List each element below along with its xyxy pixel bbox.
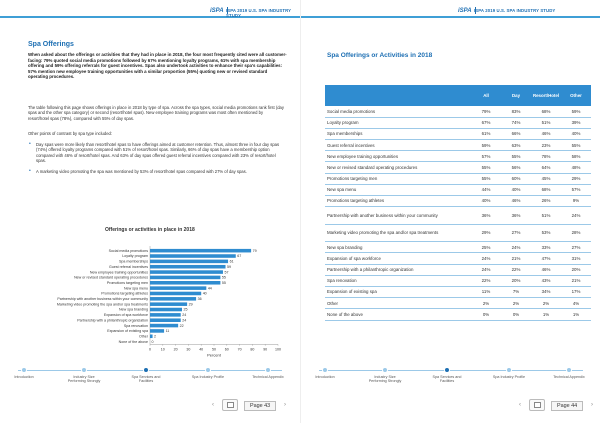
row-value: 59%: [561, 106, 591, 117]
row-value: 25%: [471, 242, 501, 253]
bullet-item: • A marketing video promoting the spa was mentioned by 53% of resort/hotel spas compared with 27% of day spas.: [28, 169, 284, 174]
row-value: 36%: [471, 207, 501, 225]
nav-dot[interactable]: [566, 367, 572, 373]
row-label: New employee training opportunities: [325, 151, 471, 162]
row-value: 0%: [501, 309, 531, 320]
data-label: 25: [183, 307, 188, 312]
book-icon: [534, 402, 541, 408]
contents-button[interactable]: [529, 399, 545, 411]
row-value: 57%: [561, 184, 591, 195]
row-value: 55%: [561, 140, 591, 151]
row-value: 63%: [501, 140, 531, 151]
row-value: 7%: [501, 286, 531, 297]
data-label: 22: [179, 323, 184, 328]
category-label: Promotions targeting men: [106, 280, 148, 285]
bar: [150, 335, 153, 339]
category-label: Marketing video promoting the spa and/or spa treatments: [56, 302, 148, 307]
row-value: 39%: [561, 117, 591, 128]
section-nav: [0, 362, 300, 392]
page-44: [300, 0, 600, 423]
nav-dot[interactable]: [506, 367, 512, 373]
row-value: 66%: [501, 128, 531, 139]
row-value: 0%: [471, 309, 501, 320]
book-icon: [227, 402, 234, 408]
row-value: 59%: [471, 140, 501, 151]
section-nav: [301, 362, 600, 392]
row-value: 21%: [561, 275, 591, 286]
lead-paragraph: When asked about the offerings or activities that they had in place in 2018, the four most frequently cited were all customer-facing: 79% quoted social media promotions followed by 67% mentioning loyalty programs, 61% with spa membership offering and 59% offering referrals for guest incentives. Spas also undertook activities to enhance their spa's capabilities: 57% mention new employee training opportunities with a similar proportion (55%) quoting new or revised standard operating procedures.: [28, 52, 287, 80]
row-value: 20%: [561, 264, 591, 275]
table-row: [325, 286, 591, 297]
data-label: 2: [154, 334, 157, 339]
ispa-logo: iSPA: [210, 7, 231, 14]
row-label: None of the above: [325, 309, 471, 320]
nav-dot[interactable]: [444, 367, 450, 373]
x-tick-label: 100: [275, 347, 281, 352]
category-label: New or revised standard operating procedures: [74, 275, 148, 280]
row-value: 58%: [561, 151, 591, 162]
row-value: 24%: [471, 264, 501, 275]
row-label: Loyalty program: [325, 117, 471, 128]
row-value: 34%: [531, 286, 561, 297]
prev-page-icon[interactable]: ‹: [212, 402, 214, 408]
nav-item-label[interactable]: Spa Industry Profile: [492, 375, 526, 379]
bar: [150, 329, 164, 333]
offerings-table: [325, 85, 591, 321]
row-value: 64%: [531, 162, 561, 173]
bar: [150, 292, 201, 296]
bar: [150, 324, 178, 328]
bar: [150, 313, 181, 317]
column-header: Resort/Hotel: [531, 85, 561, 106]
nav-dot[interactable]: [81, 367, 87, 373]
row-value: 68%: [531, 106, 561, 117]
table-row: [325, 253, 591, 264]
nav-item-label[interactable]: Introduction: [315, 375, 335, 379]
row-value: 45%: [531, 173, 561, 184]
table-row: [325, 151, 591, 162]
row-value: 55%: [471, 162, 501, 173]
row-value: 40%: [561, 128, 591, 139]
table-row: [325, 106, 591, 117]
nav-item-label[interactable]: Spa Services and Facilities: [131, 375, 161, 384]
row-label: Partnership with a philanthropic organization: [325, 264, 471, 275]
nav-item-label[interactable]: Spa Services and Facilities: [432, 375, 462, 384]
row-value: 11%: [471, 286, 501, 297]
row-value: 46%: [501, 196, 531, 207]
column-header: Other: [561, 85, 591, 106]
row-value: 53%: [531, 224, 561, 242]
row-label: Promotions targeting men: [325, 173, 471, 184]
row-value: 56%: [501, 162, 531, 173]
row-label: New or revised standard operating procedures: [325, 162, 471, 173]
row-value: 48%: [561, 162, 591, 173]
row-value: 1%: [531, 309, 561, 320]
row-value: 74%: [501, 117, 531, 128]
row-value: 51%: [531, 207, 561, 225]
row-value: 55%: [471, 173, 501, 184]
category-label: Expansion of existing spa: [107, 329, 148, 334]
nav-track: [18, 370, 282, 371]
next-page-icon[interactable]: ›: [591, 402, 593, 408]
table-header-row: [325, 85, 591, 106]
row-value: 29%: [561, 173, 591, 184]
row-label: New spa menu: [325, 184, 471, 195]
bar: [150, 302, 187, 306]
row-value: 29%: [471, 224, 501, 242]
bar: [150, 286, 206, 290]
data-label: 55: [221, 275, 226, 280]
category-label: New spa menu: [124, 286, 148, 291]
nav-dot[interactable]: [21, 367, 27, 373]
x-tick-label: 30: [186, 347, 191, 352]
nav-track: [319, 370, 583, 371]
nav-item-label[interactable]: Spa Industry Profile: [191, 375, 225, 379]
bar: [150, 254, 236, 258]
chart-title: Offerings or activities in place in 2018: [105, 227, 195, 233]
category-label: Loyalty program: [122, 254, 148, 259]
category-label: New spa branding: [119, 307, 148, 312]
data-label: 67: [237, 254, 242, 259]
nav-dot[interactable]: [382, 367, 388, 373]
row-label: Partnership with another business within your community: [325, 207, 471, 225]
next-page-icon[interactable]: ›: [284, 402, 286, 408]
row-value: 83%: [501, 106, 531, 117]
column-header: Day: [501, 85, 531, 106]
row-label: Expansion of existing spa: [325, 286, 471, 297]
row-value: 47%: [531, 253, 561, 264]
bar: [150, 318, 181, 322]
bar: [150, 276, 220, 280]
category-label: Social media promotions: [108, 248, 148, 253]
x-tick-label: 80: [250, 347, 255, 352]
row-value: 46%: [531, 128, 561, 139]
x-tick-label: 70: [237, 347, 242, 352]
row-value: 2%: [501, 298, 531, 309]
study-title: ISPA 2019 U.S. SPA INDUSTRY STUDY: [474, 8, 556, 13]
table-row: [325, 298, 591, 309]
table-row: [325, 309, 591, 320]
nav-dot[interactable]: [143, 367, 149, 373]
row-value: 46%: [531, 264, 561, 275]
row-value: 36%: [501, 207, 531, 225]
row-value: 2%: [531, 298, 561, 309]
x-tick-label: 20: [173, 347, 178, 352]
row-value: 2%: [471, 298, 501, 309]
row-value: 57%: [471, 151, 501, 162]
row-value: 61%: [471, 128, 501, 139]
bullet-list: [28, 142, 284, 179]
data-label: 55: [221, 280, 226, 285]
bar: [150, 270, 223, 274]
data-label: 29: [188, 302, 193, 307]
row-value: 17%: [561, 286, 591, 297]
row-value: 23%: [531, 140, 561, 151]
row-value: 67%: [471, 117, 501, 128]
x-tick-label: 90: [263, 347, 268, 352]
row-value: 78%: [531, 151, 561, 162]
row-value: 40%: [471, 196, 501, 207]
table-title: Spa Offerings or Activities in 2018: [327, 52, 433, 59]
body-paragraph-1: The table following this page shows offerings in place in 2018 by type of spa. Across the spa types, social media promotions rank first (day spas and the other spa category) or second (resort/hotel spas). New employee training programs was most often mentioned by resort/hotel spas (78%), compared with 55% of day spas.: [28, 105, 284, 121]
page-number: Page 43: [244, 401, 276, 411]
row-value: 60%: [501, 173, 531, 184]
data-label: 24: [182, 313, 187, 318]
table-row: [325, 128, 591, 139]
row-value: 27%: [561, 242, 591, 253]
row-label: Guest referral incentives: [325, 140, 471, 151]
row-value: 44%: [471, 184, 501, 195]
row-value: 20%: [501, 275, 531, 286]
row-value: 24%: [501, 242, 531, 253]
row-value: 22%: [471, 275, 501, 286]
row-label: New spa branding: [325, 242, 471, 253]
body-paragraph-2: Other points of contrast by spa type included:: [28, 131, 113, 136]
page-number: Page 44: [551, 401, 583, 411]
category-label: Promotions targeting athletes: [101, 291, 148, 296]
study-title: ISPA 2019 U.S. SPA INDUSTRY STUDY: [226, 8, 292, 18]
row-value: 79%: [471, 106, 501, 117]
data-label: 11: [165, 329, 170, 334]
row-value: 43%: [531, 275, 561, 286]
table-row: [325, 162, 591, 173]
bullet-item: • Day spas were more likely than resort/hotel spas to have offerings aimed at customer retention. Thus, almost three in four day spas (74%) offered loyalty programs compared with 51% of resort/hotel spas. Similarly, 66% of day spas have a membership option compared with 46% of resort/hotel spas. And 63% of day spas offered guest referral incentives compared with 23% of resort/hotel spas.: [28, 142, 284, 164]
row-value: 68%: [531, 184, 561, 195]
section-title: Spa Offerings: [28, 41, 74, 48]
x-tick-label: 50: [212, 347, 216, 352]
row-value: 21%: [501, 253, 531, 264]
table-row: [325, 275, 591, 286]
row-value: 24%: [471, 253, 501, 264]
data-label: 0: [151, 339, 154, 344]
bar: [150, 260, 228, 264]
row-label: Marketing video promoting the spa and/or spa treatments: [325, 224, 471, 242]
row-value: 9%: [561, 196, 591, 207]
table-row: [325, 242, 591, 253]
category-label: Partnership with another business within your community: [57, 297, 148, 302]
bar: [150, 249, 251, 253]
row-value: 4%: [561, 298, 591, 309]
nav-dot[interactable]: [205, 367, 211, 373]
row-value: 26%: [531, 196, 561, 207]
category-label: Partnership with a philanthropic organization: [77, 318, 148, 323]
bar: [150, 281, 220, 285]
row-value: 27%: [501, 224, 531, 242]
table-row: [325, 224, 591, 242]
header-blank: [325, 85, 471, 106]
table-row: [325, 140, 591, 151]
header-accent-line: [301, 16, 600, 18]
data-label: 57: [224, 270, 229, 275]
data-label: 24: [182, 318, 187, 323]
header-bar: [301, 0, 600, 18]
row-value: 22%: [501, 264, 531, 275]
row-value: 33%: [531, 242, 561, 253]
row-value: 51%: [531, 117, 561, 128]
row-label: Other: [325, 298, 471, 309]
category-label: New employee training opportunities: [89, 270, 148, 275]
nav-item-label[interactable]: Introduction: [14, 375, 34, 379]
nav-item-label[interactable]: Industry Size Performing Strongly: [67, 375, 101, 384]
data-label: 40: [202, 291, 207, 296]
x-tick-label: 60: [224, 347, 229, 352]
row-label: Social media promotions: [325, 106, 471, 117]
data-label: 59: [227, 264, 232, 269]
data-label: 61: [229, 259, 234, 264]
row-value: 28%: [561, 224, 591, 242]
row-value: 55%: [501, 151, 531, 162]
nav-item-label[interactable]: Technical Appendix: [252, 375, 284, 379]
nav-dot[interactable]: [265, 367, 271, 373]
row-value: 24%: [561, 207, 591, 225]
column-header: All: [471, 85, 501, 106]
offerings-bar-chart: [0, 240, 300, 360]
category-label: Other: [139, 334, 148, 339]
bar: [150, 265, 226, 269]
row-value: 40%: [501, 184, 531, 195]
category-label: Expansion of spa workforce: [103, 313, 148, 318]
table-row: [325, 196, 591, 207]
nav-item-label[interactable]: Industry Size Performing Strongly: [368, 375, 402, 384]
nav-dot[interactable]: [322, 367, 328, 373]
category-label: Spa memberships: [119, 259, 148, 264]
category-label: None of the above: [118, 339, 148, 344]
data-label: 44: [207, 286, 212, 291]
row-label: Expansion of spa workforce: [325, 253, 471, 264]
row-value: 31%: [561, 253, 591, 264]
x-tick-label: 40: [199, 347, 204, 352]
contents-button[interactable]: [222, 399, 238, 411]
table-row: [325, 264, 591, 275]
x-tick-label: 10: [160, 347, 165, 352]
table-row: [325, 117, 591, 128]
x-axis-title: Percent: [207, 352, 221, 358]
data-label: 79: [252, 248, 257, 253]
table-row: [325, 207, 591, 225]
row-label: Spa memberships: [325, 128, 471, 139]
nav-item-label[interactable]: Technical Appendix: [553, 375, 585, 379]
category-label: Guest referral incentives: [109, 264, 148, 269]
header-bar: [0, 0, 300, 18]
category-label: Spa renovation: [123, 323, 148, 328]
bar: [150, 297, 196, 301]
row-label: Promotions targeting athletes: [325, 196, 471, 207]
ispa-logo: iSPA: [458, 7, 479, 14]
row-label: Spa renovation: [325, 275, 471, 286]
bar: [150, 308, 182, 312]
row-value: 1%: [561, 309, 591, 320]
data-label: 36: [197, 297, 202, 302]
table-row: [325, 173, 591, 184]
table-row: [325, 184, 591, 195]
x-tick-label: 0: [149, 347, 151, 352]
prev-page-icon[interactable]: ‹: [519, 402, 521, 408]
